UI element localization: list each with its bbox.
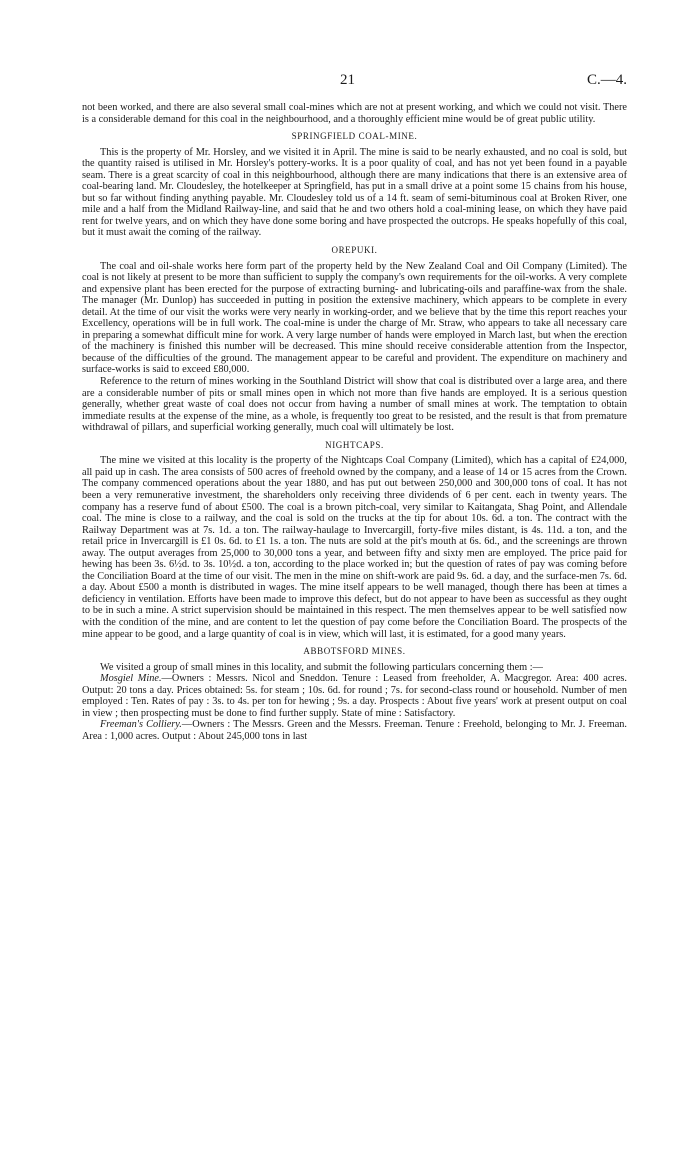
paragraph-nightcaps: The mine we visited at this locality is the property of the Nightcaps Coal Company (Limited), which has a capital of £24,000, all paid up in cash. The area consists of 500 acres of freehold owned by the company, and a lease of 14 or 15 acres from the Crown. The company commenced operations about the year 1880, and has put out between 250,000 and 300,000 tons of coal. It has not been a very remunerative investment, the shareholders only receiving three dividends of 6 per cent. each in twenty years. The company has a reserve fund of about £500. The coal is a brown pitch-coal, very similar to Kaitangata, Shag Point, and Allendale coal. The mine is close to a railway, and the coal is sold on the trucks at the tip for about 10s. 6d. a ton. The contract with the Railway Department was at 7s. 1d. a ton. The railway-haulage to Invercargill, forty-five miles distant, is 4s. 11d. a ton, and the retail price in Invercargill is £1 0s. 6d. to £1 1s. a ton. The nuts are sold at the pit's mouth at 6s. 6d., and the screenings are thrown away. The output averages from 25,000 to 30,000 tons a year, and between fifty and sixty men are employed. The price paid for hewing has been 3s. 6½d. to 3s. 10½d. a ton, according to the place worked in; but the question of rates of pay was coming before the Conciliation Board at the time of our visit. The men in the mine on shift-work are paid 9s. 6d. a day, and the surface-men 7s. 6d. a day. About £500 a month is distributed in wages. The mine itself appears to be well managed, though there has been at times a deficiency in ventilation. Efforts have been made to improve this defect, but do not appear to have been as successful as they ought to be in such a mine. A strict supervision should be maintained in this respect. The men themselves appear to be well satisfied now with the condition of the mine, and are content to let the question of pay come before the Conciliation Board. The prospects of the mine appear to be good, and a large quantity of coal is in view, which will last, it is estimated, for a good many years. (82, 455, 627, 640)
section-abbotsford (82, 646, 627, 742)
document-reference: C.—4. (586, 72, 627, 88)
section-nightcaps (82, 440, 627, 640)
section-springfield (82, 131, 627, 239)
section-heading-abbotsford: ABBOTSFORD MINES. (303, 646, 406, 657)
mosgiel-mine-text: —Owners : Messrs. Nicol and Sneddon. Tenure : Leased from freeholder, A. Macgregor. Area: 400 acres. Output: 20 tons a day. Prices obtained: 5s. for steam ; 10s. 6d. for round ; 7s. for second-class round or household. Number of men employed : Ten. Rates of pay : 3s. to 4s. per ton for hewing ; 9s. a day. Prospects : About five years' work at present output on coal in view ; then prospecting must be done to find further supply. State of mine : Satisfactory. (82, 673, 627, 719)
intro-paragraph: not been worked, and there are also several small coal-mines which are not at present working, and which we could not visit. There is a considerable demand for this coal in the neighbourhood, and a thoroughly efficient mine would be of great public utility. (82, 102, 627, 125)
paragraph-mosgiel-mine (82, 673, 627, 719)
freemans-colliery-title: Freeman's Colliery. (100, 719, 182, 731)
paragraph-abbotsford-intro: We visited a group of small mines in this locality, and submit the following particulars concerning them :— (100, 661, 543, 673)
section-orepuki (82, 245, 627, 434)
page-number: 21 (340, 72, 355, 88)
paragraph-orepuki-2: Reference to the return of mines working in the Southland District will show that coal is distributed over a large area, and there are a considerable number of pits or small mines open in which not more than five hands are employed. It is a serious question generally, whether great waste of coal does not occur from having a number of small mines at work. The temptation to obtain immediate results at the expense of the mine, as a whole, is frequently too great to be resisted, and the result is that from premature withdrawal of pillars, and superficial working generally, much coal will ultimately be lost. (82, 376, 627, 434)
section-heading-orepuki: OREPUKI. (331, 245, 378, 256)
page-header (82, 72, 627, 94)
paragraph-orepuki-1: The coal and oil-shale works here form part of the property held by the New Zealand Coal and Oil Company (Limited). The coal is not likely at present to be more than sufficient to supply the company's own requirements for the oil-works. A very complete and expensive plant has been erected for the purpose of extracting burning- and lubricating-oils and paraffine-wax from the shale. The manager (Mr. Dunlop) has succeeded in putting in position the extensive machinery, which appears to be complete in every detail. At the time of our visit the works were very nearly in working-order, and we believe that by the time this report reaches your Excellency, operations will be in full work. The coal-mine is under the charge of Mr. Straw, who appears to take all necessary care in preparing a somewhat difficult mine for work. A very large number of hands were employed in March last, but when the erection of the machinery is finished this number will be decreased. This mine should receive considerable attention from the Inspector, because of the difficulties of the ground. The management appear to be careful and provident. The expenditure on machinery and surface-works is said to exceed £80,000. (82, 260, 627, 376)
document-body (82, 102, 627, 742)
section-heading-nightcaps: NIGHTCAPS. (325, 439, 384, 450)
section-heading-springfield: SPRINGFIELD COAL-MINE. (291, 131, 418, 142)
freemans-colliery-text: —Owners : The Messrs. Green and the Messrs. Freeman. Tenure : Freehold, belonging to Mr. J. Freeman. Area : 1,000 acres. Output : About 245,000 tons in last (82, 719, 627, 742)
mosgiel-mine-title: Mosgiel Mine. (100, 673, 162, 685)
paragraph-freemans-colliery (82, 719, 627, 742)
paragraph-springfield: This is the property of Mr. Horsley, and we visited it in April. The mine is said to be nearly exhausted, and no coal is sold, but the quantity raised is utilised in Mr. Horsley's pottery-works. It is a poor quality of coal, and has not yet been found in a payable seam. There is a great scarcity of coal in this neighbourhood, although there are many indications that there is an extensive area of coal-bearing land. Mr. Cloudesley, the hotelkeeper at Springfield, has put in a small drive at a point some 15 chains from his house, but so far without finding anything payable. Mr. Cloudesley told us of a 14 ft. seam of semi-bituminous coal at Broken River, one mile and a half from the Midland Railway-line, and said that he and two others hold a coal-mining lease, on which they have paid rent for twelve years, and on which they have done some boring and have prospected the outcrops. He speaks hopefully of this coal, but it must await the coming of the railway. (82, 146, 627, 239)
